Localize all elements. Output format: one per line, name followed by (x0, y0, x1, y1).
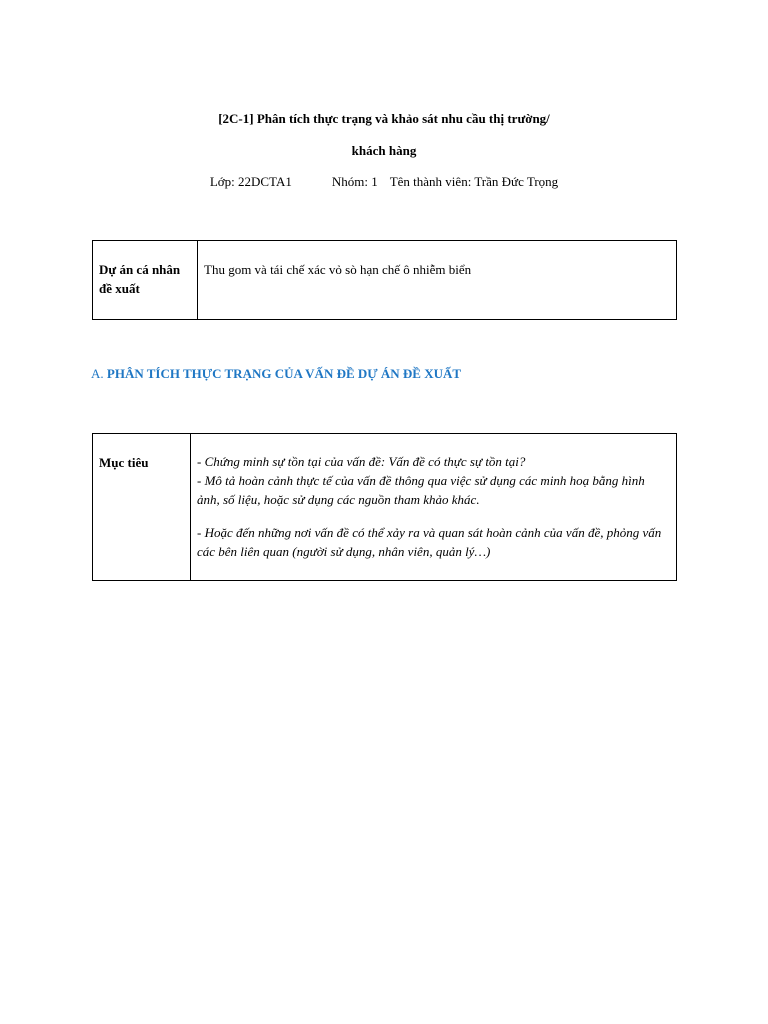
group-label: Nhóm: 1 (331, 174, 378, 189)
document-title-line-2: khách hàng (351, 143, 417, 158)
class-label: Lớp: 22DCTA1 (209, 174, 292, 189)
info-line (0, 174, 768, 190)
objectives-label: Mục tiêu (99, 455, 149, 470)
section-a-prefix: A. (91, 366, 104, 381)
objective-line-1: - Chứng minh sự tồn tại của vấn đề: Vấn đề có thực sự tồn tại? (197, 454, 526, 469)
document-title-line-1: [2C-1] Phân tích thực trạng và khảo sát nhu cầu thị trường/ (218, 111, 550, 126)
project-label: Dự án cá nhân đề xuất (99, 262, 181, 296)
project-table (92, 240, 677, 320)
project-value: Thu gom và tái chế xác vỏ sò hạn chế ô nhiễm biển (204, 262, 472, 277)
objective-line-3: - Hoặc đến những nơi vấn đề có thể xảy ra và quan sát hoàn cảnh của vấn đề, phỏng vấn các bên liên quan (người sử dụng, nhân viên, quản lý…) (197, 525, 662, 559)
objectives-table (92, 433, 677, 581)
member-label: Tên thành viên: Trần Đức Trọng (389, 174, 559, 189)
section-a-title: PHÂN TÍCH THỰC TRẠNG CỦA VẤN ĐỀ DỰ ÁN ĐỀ XUẤT (106, 366, 462, 381)
objective-line-2: - Mô tả hoàn cảnh thực tế của vấn đề thông qua việc sử dụng các minh hoạ bằng hình ảnh, số liệu, hoặc sử dụng các nguồn tham khảo khác. (197, 473, 645, 507)
objectives-content (191, 434, 676, 561)
section-a-heading (91, 366, 461, 382)
